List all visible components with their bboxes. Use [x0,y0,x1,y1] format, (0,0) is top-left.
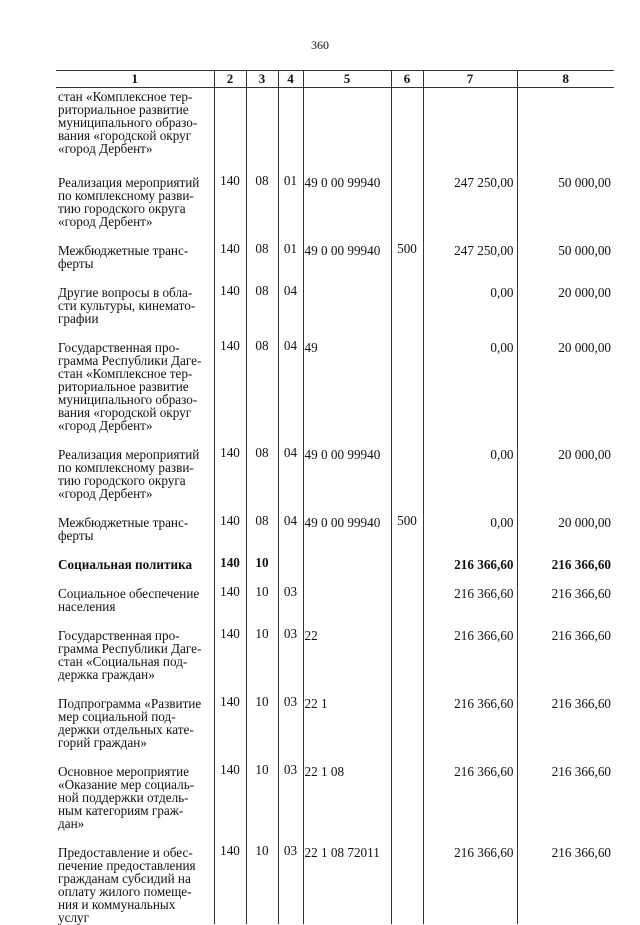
cell-target-article: 22 1 08 72011 [303,844,391,924]
cell-name: Межбюджетные транс- ферты [58,243,189,271]
cell-amount-2: 20 000,00 [517,514,614,556]
cell-name: Предоставление и обес- печение предоставления гражданам субсидий на оплату жилого помеще- ния и коммунальных услуг [58,845,196,925]
header-col-5: 5 [303,71,391,88]
table-row [56,339,614,446]
cell-pr: 03 [278,844,303,924]
cell-rz [246,88,278,175]
table-row [56,284,614,339]
cell-amount-2: 50 000,00 [517,174,614,242]
header-col-1: 1 [56,71,214,88]
cell-name: Социальное обеспечение населения [58,586,200,614]
cell-expense-type [391,446,423,514]
cell-amount-1: 0,00 [423,514,517,556]
cell-pr: 04 [278,514,303,556]
cell-amount-1: 247 250,00 [423,174,517,242]
cell-amount-1: 216 366,60 [423,585,517,627]
cell-rz: 10 [246,627,278,695]
cell-section: 140 [214,844,246,924]
cell-pr [278,556,303,585]
page-number: 360 [311,38,329,52]
cell-amount-2 [517,88,614,175]
cell-target-article [303,88,391,175]
cell-target-article: 49 0 00 99940 [303,446,391,514]
cell-section: 140 [214,556,246,585]
cell-expense-type: 500 [391,514,423,556]
cell-expense-type [391,844,423,924]
table-row [56,585,614,627]
cell-target-article [303,284,391,339]
cell-expense-type [391,627,423,695]
header-col-8: 8 [517,71,614,88]
cell-target-article: 49 [303,339,391,446]
cell-pr: 03 [278,763,303,844]
cell-pr: 04 [278,339,303,446]
cell-pr: 01 [278,174,303,242]
cell-amount-2: 216 366,60 [517,627,614,695]
cell-section: 140 [214,242,246,284]
cell-expense-type [391,339,423,446]
cell-rz: 08 [246,514,278,556]
cell-amount-1: 0,00 [423,339,517,446]
cell-name: Государственная про- грамма Республики Даге- стан «Комплексное тер- риториальное развитие муниципального образо- вания «городской округ «город Дербент» [58,340,202,433]
cell-amount-2: 216 366,60 [517,556,614,585]
table-row [56,174,614,242]
cell-section: 140 [214,174,246,242]
cell-pr: 03 [278,585,303,627]
table-row [56,844,614,924]
cell-name: Реализация мероприятий по комплексному разви- тию городского округа «город Дербент» [58,447,200,501]
cell-rz: 08 [246,284,278,339]
cell-section: 140 [214,339,246,446]
cell-name: Реализация мероприятий по комплексному разви- тию городского округа «город Дербент» [58,175,200,229]
cell-name: Подпрограмма «Развитие мер социальной под- держки отдельных кате- горий граждан» [58,696,202,750]
cell-expense-type [391,556,423,585]
cell-expense-type: 500 [391,242,423,284]
cell-amount-1: 0,00 [423,446,517,514]
cell-target-article [303,556,391,585]
cell-target-article [303,585,391,627]
cell-rz: 08 [246,174,278,242]
cell-amount-1: 216 366,60 [423,763,517,844]
table-row [56,763,614,844]
cell-name: Государственная про- грамма Республики Даге- стан «Социальная под- держка граждан» [58,628,202,682]
cell-name: Межбюджетные транс- ферты [58,515,189,543]
cell-expense-type [391,88,423,175]
header-col-7: 7 [423,71,517,88]
table-row [56,556,614,585]
budget-table [56,70,614,924]
cell-name: Основное мероприятие «Оказание мер социаль- ной поддержки отдель- ным категориям граж- дан» [58,764,195,831]
cell-amount-2: 20 000,00 [517,284,614,339]
cell-amount-2: 216 366,60 [517,695,614,763]
cell-pr: 03 [278,695,303,763]
cell-section: 140 [214,763,246,844]
cell-pr: 01 [278,242,303,284]
cell-amount-2: 50 000,00 [517,242,614,284]
cell-amount-2: 20 000,00 [517,446,614,514]
cell-rz: 10 [246,556,278,585]
cell-rz: 08 [246,339,278,446]
cell-amount-2: 20 000,00 [517,339,614,446]
cell-amount-1: 216 366,60 [423,844,517,924]
cell-target-article: 22 [303,627,391,695]
header-col-6: 6 [391,71,423,88]
cell-amount-2: 216 366,60 [517,585,614,627]
cell-amount-2: 216 366,60 [517,763,614,844]
cell-rz: 10 [246,695,278,763]
cell-expense-type [391,763,423,844]
cell-expense-type [391,695,423,763]
table-row [56,242,614,284]
cell-amount-1: 216 366,60 [423,556,517,585]
header-col-4: 4 [278,71,303,88]
cell-name: стан «Комплексное тер- риториальное развитие муниципального образо- вания «городской округ «город Дербент» [58,89,198,156]
cell-pr: 04 [278,446,303,514]
table-row [56,446,614,514]
cell-section: 140 [214,446,246,514]
cell-amount-1: 0,00 [423,284,517,339]
table-row [56,88,614,175]
cell-pr: 03 [278,627,303,695]
header-row [56,71,614,88]
cell-section: 140 [214,695,246,763]
cell-amount-1: 216 366,60 [423,627,517,695]
cell-rz: 10 [246,763,278,844]
cell-expense-type [391,284,423,339]
cell-rz: 10 [246,844,278,924]
cell-section [214,88,246,175]
cell-target-article: 49 0 00 99940 [303,174,391,242]
cell-section: 140 [214,627,246,695]
table-row [56,514,614,556]
cell-rz: 08 [246,446,278,514]
cell-rz: 08 [246,242,278,284]
table-body [56,88,614,925]
cell-rz: 10 [246,585,278,627]
cell-name: Другие вопросы в обла- сти культуры, кинемато- графии [58,285,196,326]
cell-amount-2: 216 366,60 [517,844,614,924]
cell-section: 140 [214,514,246,556]
cell-amount-1: 247 250,00 [423,242,517,284]
cell-target-article: 22 1 08 [303,763,391,844]
cell-section: 140 [214,585,246,627]
cell-pr [278,88,303,175]
cell-pr: 04 [278,284,303,339]
header-col-3: 3 [246,71,278,88]
cell-name: Социальная политика [58,557,193,572]
table-row [56,627,614,695]
cell-amount-1: 216 366,60 [423,695,517,763]
cell-target-article: 22 1 [303,695,391,763]
table-row [56,695,614,763]
cell-target-article: 49 0 00 99940 [303,242,391,284]
cell-target-article: 49 0 00 99940 [303,514,391,556]
cell-amount-1 [423,88,517,175]
cell-expense-type [391,585,423,627]
cell-expense-type [391,174,423,242]
cell-section: 140 [214,284,246,339]
header-col-2: 2 [214,71,246,88]
